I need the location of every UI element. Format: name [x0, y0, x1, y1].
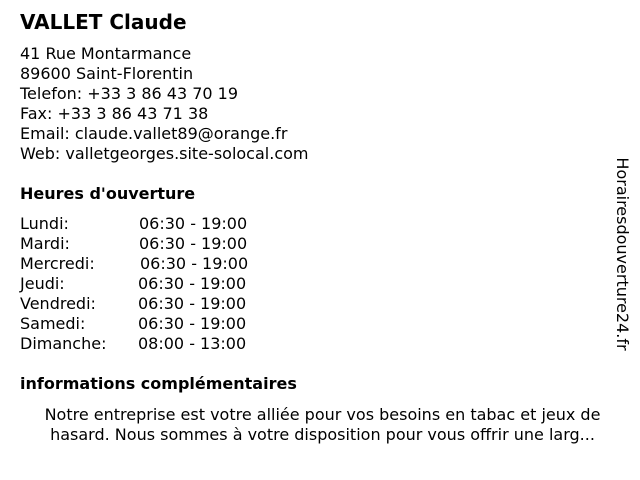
hours-row-sunday	[20, 334, 280, 354]
hours-row-thursday	[20, 274, 280, 294]
time-range: 06:30 - 19:00	[139, 234, 248, 253]
opening-hours-table	[20, 214, 280, 354]
day-label: Lundi:	[20, 214, 69, 233]
watermark-site-name: Horairesdouverture24.fr	[613, 157, 632, 351]
day-label: Mercredi:	[20, 254, 95, 273]
time-range: 06:30 - 19:00	[138, 314, 247, 333]
day-label: Vendredi:	[20, 294, 96, 313]
hours-row-monday	[20, 214, 280, 234]
day-label: Dimanche:	[20, 334, 107, 353]
hours-row-tuesday	[20, 234, 280, 254]
fax-line: Fax: +33 3 86 43 71 38	[20, 104, 209, 123]
web-line[interactable]: Web: valletgeorges.site-solocal.com	[20, 144, 309, 163]
email-line[interactable]: Email: claude.vallet89@orange.fr	[20, 124, 288, 143]
address-city: 89600 Saint-Florentin	[20, 64, 194, 83]
opening-hours-heading: Heures d'ouverture	[20, 184, 196, 203]
time-range: 06:30 - 19:00	[138, 294, 247, 313]
hours-row-wednesday	[20, 254, 280, 274]
additional-info-heading: informations complémentaires	[20, 374, 297, 393]
time-range: 06:30 - 19:00	[140, 254, 249, 273]
address-street: 41 Rue Montarmance	[20, 44, 192, 63]
time-range: 06:30 - 19:00	[138, 274, 247, 293]
day-label: Samedi:	[20, 314, 86, 333]
day-label: Mardi:	[20, 234, 70, 253]
description-line: hasard. Nous sommes à votre disposition pour vous offrir une larg...	[50, 425, 595, 444]
hours-row-friday	[20, 294, 280, 314]
description-line: Notre entreprise est votre alliée pour vos besoins en tabac et jeux de	[44, 405, 601, 424]
time-range: 08:00 - 13:00	[138, 334, 247, 353]
business-description	[20, 405, 625, 445]
business-name: VALLET Claude	[20, 10, 187, 34]
time-range: 06:30 - 19:00	[139, 214, 248, 233]
contact-block	[20, 44, 308, 164]
phone-line[interactable]: Telefon: +33 3 86 43 70 19	[20, 84, 239, 103]
hours-row-saturday	[20, 314, 280, 334]
day-label: Jeudi:	[20, 274, 65, 293]
